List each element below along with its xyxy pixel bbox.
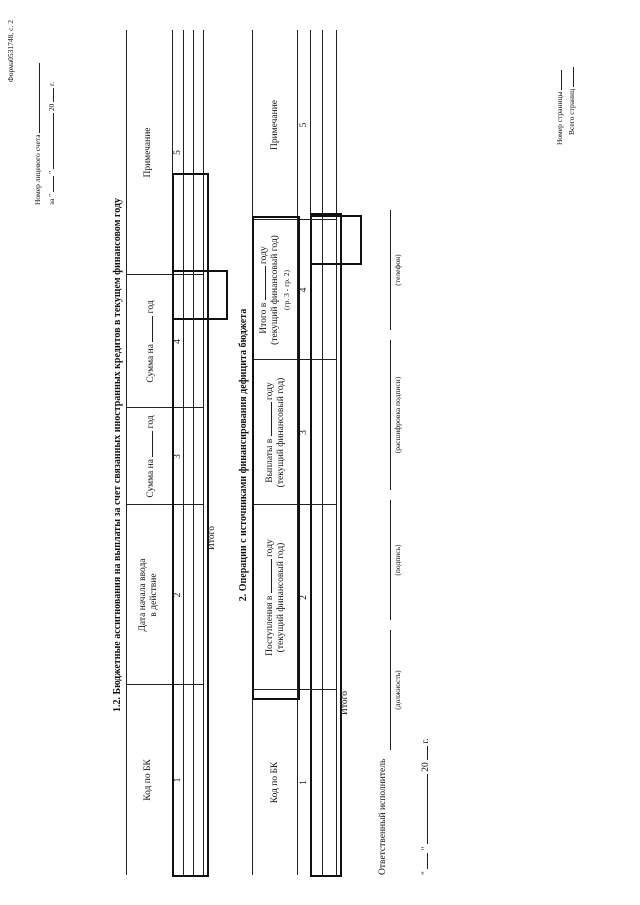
- signature-line[interactable]: [390, 500, 391, 620]
- s2-outline-left: [310, 213, 342, 877]
- s1-header-sum-b-prefix: Сумма на: [146, 344, 156, 383]
- phone-line[interactable]: [390, 210, 391, 330]
- s2-header-total-line3: (гр. 3 - гр. 2): [282, 270, 291, 310]
- date-close-quote: ": [421, 846, 431, 851]
- s2-header-receipts-suffix: году: [265, 539, 275, 557]
- s1-header-sum-a-suffix: год: [146, 415, 156, 429]
- s1-header-sum-a-year-field[interactable]: [143, 431, 153, 457]
- account-number-label: [30, 63, 42, 205]
- page-number-label: Номер страницы: [555, 91, 564, 145]
- s2-header-receipts-prefix: Поступления в: [265, 595, 275, 656]
- signature-caption: (подпись): [393, 544, 402, 576]
- s1-header-date: [138, 505, 160, 685]
- s1-num-1: 1: [173, 777, 183, 783]
- s1-header-code: Код по БК: [143, 759, 153, 801]
- s1-num-3: 3: [173, 454, 183, 459]
- s2-header-note: Примечание: [270, 99, 280, 151]
- section2-title: 2. Операции с источниками финансирования дефицита бюджета: [238, 308, 249, 602]
- section1-title: 1.2. Бюджетные ассигнования на выплаты за счет связанных иностранных кредитов в текущем финансовом году: [112, 198, 123, 713]
- s1-total-label: Итого: [207, 525, 217, 550]
- s2-header-receipts-line2: (текущий финансовый год): [276, 542, 286, 653]
- period-day-field[interactable]: [44, 176, 54, 192]
- s2-num-3: 3: [299, 430, 309, 435]
- s1-num-5: 5: [173, 150, 183, 155]
- s2-num-2: 2: [299, 595, 309, 600]
- date-year-suffix: г.: [421, 738, 431, 744]
- total-pages-label: Всего страниц: [567, 88, 576, 135]
- s1-top-border: [126, 30, 127, 875]
- date-line: [418, 738, 431, 875]
- s2-total-label: Итого: [340, 690, 350, 715]
- s2-header-code: Код по БК: [270, 761, 280, 804]
- position-line[interactable]: [390, 630, 391, 750]
- s1-header-sum-a-prefix: Сумма на: [146, 459, 156, 498]
- period-quote-close: ": [47, 170, 56, 175]
- s1-header-date-line1: Дата начала ввода: [138, 558, 148, 632]
- date-open-quote: ": [421, 871, 431, 875]
- s2-header-total-prefix: Итого в: [259, 302, 269, 334]
- date-month-field[interactable]: [418, 774, 428, 844]
- s2-num-1: 1: [299, 780, 309, 785]
- s2-header-total-line2: (текущий финансовый год): [270, 235, 280, 345]
- period-line: [44, 82, 56, 205]
- s2-header-payments-prefix: Выплаты в: [265, 438, 275, 483]
- for-label: за ": [47, 193, 56, 205]
- account-number-field[interactable]: [30, 63, 40, 133]
- decoding-caption: (расшифровка подписи): [393, 376, 402, 454]
- s2-header-outline: [252, 216, 300, 700]
- phone-caption: (телефон): [393, 254, 402, 286]
- page-number-field[interactable]: [552, 70, 562, 90]
- form-code: Форма0531748, с. 2: [6, 20, 15, 83]
- period-year-field[interactable]: [44, 88, 54, 102]
- date-day-field[interactable]: [418, 853, 428, 869]
- s2-header-total-suffix: году: [259, 246, 269, 265]
- s1-num-4: 4: [173, 339, 183, 344]
- position-caption: (должность): [393, 670, 402, 710]
- s1-header-sum-b: [143, 275, 157, 408]
- s1-header-sum-b-suffix: год: [146, 300, 156, 314]
- s1-total-box[interactable]: [172, 270, 228, 320]
- s2-num-4: 4: [299, 287, 309, 293]
- period-year-suffix: г.: [47, 81, 56, 86]
- s1-header-note: Примечание: [143, 127, 153, 178]
- total-pages-field[interactable]: [564, 67, 574, 87]
- page-number-row: [552, 70, 564, 145]
- s1-header-sum-a: [143, 408, 157, 505]
- account-label-text: Номер лицевого счета: [33, 134, 42, 205]
- executor-label: Ответственный исполнитель: [378, 758, 388, 875]
- period-month-field[interactable]: [44, 113, 54, 169]
- date-year-field[interactable]: [418, 746, 428, 760]
- s1-num-2: 2: [173, 592, 183, 598]
- decoding-line[interactable]: [390, 340, 391, 490]
- period-year-prefix: 20: [47, 103, 56, 112]
- s2-num-5: 5: [299, 122, 309, 128]
- s1-header-sum-b-year-field[interactable]: [143, 316, 153, 342]
- s1-header-date-line2: в действие: [149, 573, 159, 617]
- s2-total-box[interactable]: [310, 215, 362, 265]
- total-pages-row: [564, 67, 576, 135]
- date-year-prefix: 20: [421, 762, 431, 772]
- s2-header-payments-line2: (текущий финансовый год): [276, 377, 286, 488]
- s2-header-payments-suffix: году: [265, 382, 275, 401]
